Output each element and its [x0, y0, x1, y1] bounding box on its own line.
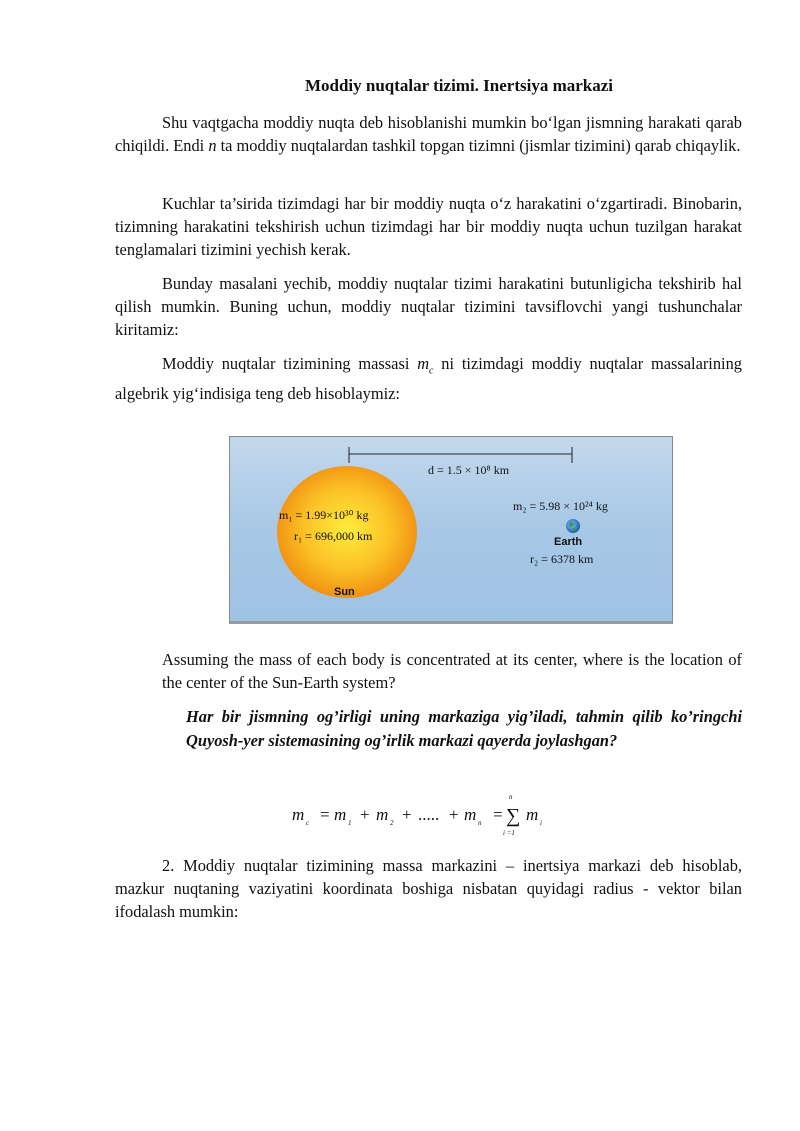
formula-sum-lower: i =1 [503, 829, 515, 837]
earth-radius-label: r₂ = 6378 km [530, 552, 594, 566]
paragraph-mass-text-a: Moddiy nuqtalar tizimining massasi [162, 354, 418, 373]
formula-dots: ..... [418, 805, 440, 824]
formula-plus-2: + [402, 805, 412, 824]
formula-mi: m [526, 805, 539, 824]
earth-icon [566, 519, 580, 533]
formula-m2-subscript: 2 [390, 819, 394, 827]
formula-equals-1: = [320, 805, 330, 824]
formula-m1-subscript: 1 [348, 819, 352, 827]
mass-sum-formula [288, 790, 588, 838]
paragraph-intro-text-b: ta moddiy nuqtalardan tashkil topgan tizimni (jismlar tizimini) qarab chiqaylik. [216, 136, 741, 155]
paragraph-forces: Kuchlar ta’sirida tizimdagi har bir moddiy nuqta o‘z harakatini o‘zgartiradi. Binobarin, tizimning harakatini tekshirish uchun tizimdagi har bir moddiy nuqta uchun tuzilgan harakat tenglamalari tizimini yechish kerak. [115, 194, 742, 259]
formula-plus-1: + [360, 805, 370, 824]
sun-mass-label: m₁ = 1.99×10³⁰ kg [279, 508, 369, 522]
page-title: Moddiy nuqtalar tizimi. Inertsiya markazi [304, 76, 614, 95]
paragraph-intro [115, 111, 742, 157]
formula-mn: m [464, 805, 477, 824]
formula-mi-subscript: i [540, 819, 542, 827]
distance-marker [349, 447, 572, 463]
paragraph-intro-text-a: Shu vaqtgacha moddiy nuqta deb hisoblanishi mumkin bo‘lgan jismning harakati qarab chiqildi. Endi [115, 113, 742, 155]
distance-label: d = 1.5 × 10⁸ km [428, 463, 510, 477]
paragraph-mass-text-b: ni tizimdagi moddiy nuqtalar massalarining algebrik yig‘indisiga teng deb hisoblaymiz: [115, 354, 742, 404]
formula-equals-2: = [493, 805, 503, 824]
question-uzbek: Har bir jismning og’irligi uning markaziga yig’iladi, tahmin qilib ko’ringchi Quyosh-yer sistemasining og’irlik markazi qayerda joylashgan? [186, 707, 742, 750]
formula-mc-subscript: c [306, 819, 310, 827]
paragraph-inertia-center: 2. Moddiy nuqtalar tizimining massa markazini – inertsiya markazi deb hisoblab, mazkur nuqtaning vaziyatini koordinata boshiga nisbatan quyidagi radius - vektor bilan ifodalash mumkin: [115, 856, 742, 921]
variable-mc: m [417, 354, 430, 373]
formula-mc: m [292, 805, 305, 824]
earth-mass-label: m₂ = 5.98 × 10²⁴ kg [513, 499, 608, 513]
variable-n: n [208, 136, 217, 155]
formula-m2: m [376, 805, 389, 824]
sun-earth-figure [229, 436, 673, 624]
formula-sum-upper: n [509, 793, 513, 801]
formula-plus-3: + [449, 805, 459, 824]
sun-earth-diagram [230, 437, 673, 624]
formula-svg [288, 790, 588, 838]
formula-sum-icon: ∑ [506, 805, 521, 827]
question-english: Assuming the mass of each body is concentrated at its center, where is the location of the center of the Sun-Earth system? [162, 650, 742, 692]
formula-mn-subscript: n [478, 819, 482, 827]
sun-radius-label: r₁ = 696,000 km [294, 529, 373, 543]
formula-m1: m [334, 805, 347, 824]
earth-label: Earth [554, 536, 583, 548]
sun-label: Sun [334, 586, 355, 598]
paragraph-mass [115, 352, 742, 405]
paragraph-concepts: Bunday masalani yechib, moddiy nuqtalar tizimi harakatini butunligicha tekshirib hal qilish mumkin. Buning uchun, moddiy nuqtalar tizimini tavsiflovchi yangi tushunchalar kiritamiz: [115, 274, 742, 339]
variable-mc-subscript: c [429, 365, 434, 377]
